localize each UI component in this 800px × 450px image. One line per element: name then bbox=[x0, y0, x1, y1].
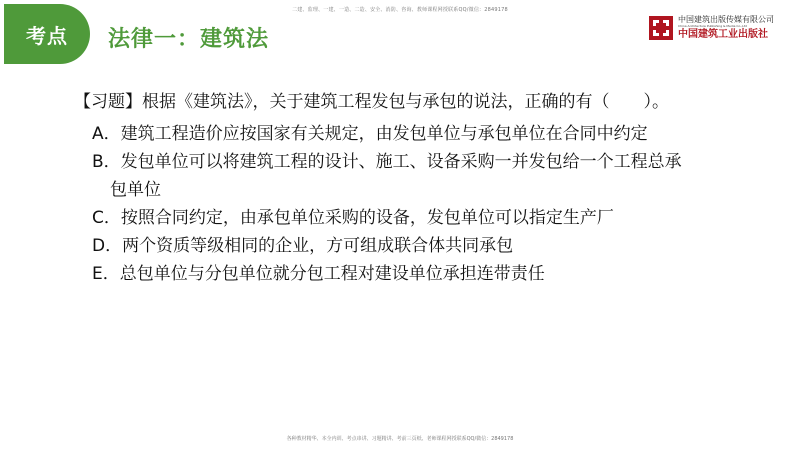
publisher-logo-text bbox=[678, 16, 774, 40]
option-c: C．按照合同约定，由承包单位采购的设备，发包单位可以指定生产厂 bbox=[92, 208, 614, 228]
publisher-logo bbox=[648, 12, 788, 44]
publisher-brand: 中国建筑工业出版社 bbox=[678, 29, 768, 40]
topic-badge-label: 考点 bbox=[26, 23, 68, 48]
bottom-watermark: 各种教材精华、本全内训、考点串讲、习题精讲、考前三页纸、老师课程网授联系QQ/微信：2849178 bbox=[286, 436, 514, 442]
section-title: 法律一：建筑法 bbox=[108, 27, 270, 52]
option-d: D．两个资质等级相同的企业，方可组成联合体共同承包 bbox=[92, 236, 514, 256]
question-block bbox=[74, 88, 754, 288]
option-b: B．发包单位可以将建筑工程的设计、施工、设备采购一并发包给一个工程总承 bbox=[92, 152, 682, 172]
publisher-name-english: China Architecture Publishing & Media Co.,Ltd bbox=[678, 24, 747, 28]
publisher-name: 中国建筑出版传媒有限公司 bbox=[678, 15, 774, 24]
publisher-logo-icon bbox=[648, 15, 674, 41]
top-watermark: 二建、监理、一建、一造、二造、安全、消防、咨询、教师课程网授联系QQ/微信：2849178 bbox=[292, 7, 508, 13]
option-e: E．总包单位与分包单位就分包工程对建设单位承担连带责任 bbox=[92, 264, 545, 284]
option-b-continued: 包单位 bbox=[110, 180, 161, 200]
topic-badge bbox=[4, 4, 90, 64]
option-a: A．建筑工程造价应按国家有关规定，由发包单位与承包单位在合同中约定 bbox=[92, 124, 648, 144]
question-stem: 【习题】根据《建筑法》，关于建筑工程发包与承包的说法，正确的有（ ）。 bbox=[74, 92, 669, 112]
